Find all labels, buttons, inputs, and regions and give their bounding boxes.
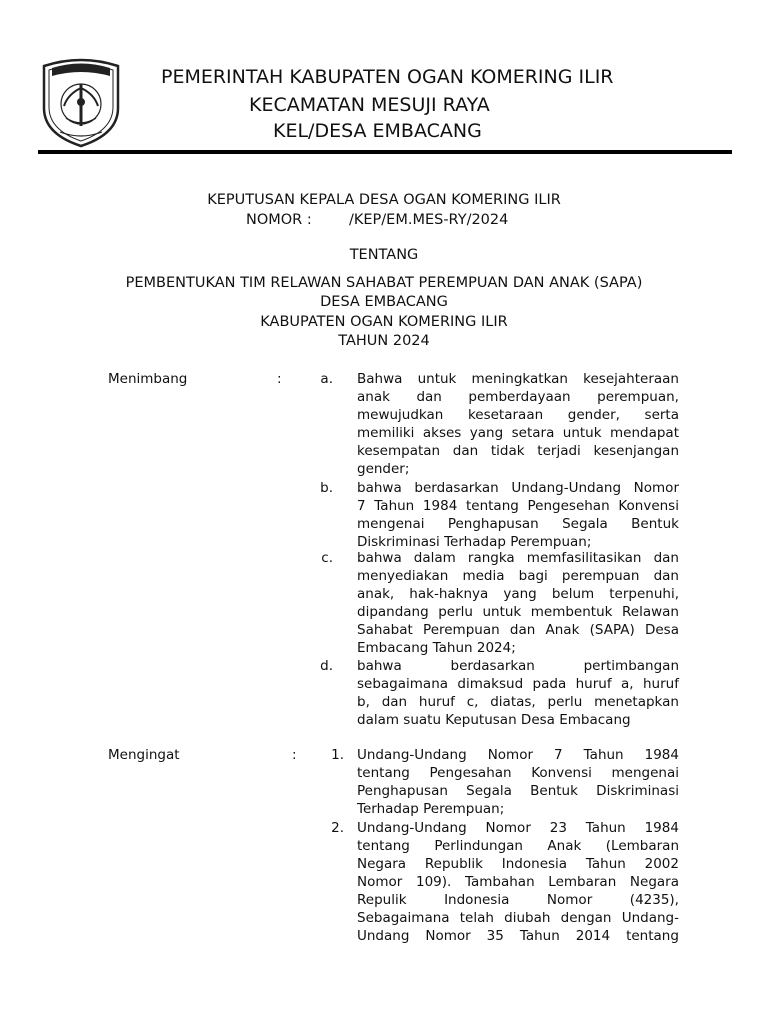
- text-line: bahwa berdasarkan pertimbangan: [357, 658, 679, 674]
- nomor-label: NOMOR :: [246, 212, 312, 228]
- text-line: 7 Tahun 1984 tentang Pengesehan Konvensi: [357, 498, 679, 514]
- text-line: menyediakan media bagi perempuan dan: [357, 568, 679, 584]
- mengingat-colon: :: [292, 747, 297, 763]
- text-line: Sebagaimana telah diubah dengan Undang-: [357, 910, 679, 926]
- text-line: Penghapusan Segala Bentuk Diskriminasi: [357, 783, 679, 799]
- text-line: mengenai Penghapusan Segala Bentuk: [357, 516, 679, 532]
- menimbang-label: Menimbang: [108, 371, 188, 387]
- header-village: KEL/DESA EMBACANG: [273, 120, 482, 142]
- text-line: bahwa berdasarkan Undang-Undang Nomor: [357, 480, 679, 496]
- tentang-heading: TENTANG: [349, 247, 419, 263]
- text-line: Nomor 109). Tambahan Lembaran Negara: [357, 874, 679, 890]
- text-line: anak, hak-haknya yang belum terpenuhi,: [357, 586, 679, 602]
- text-line: mewujudkan kesetaraan gender, serta: [357, 407, 679, 423]
- text-line: Undang-Undang Nomor 23 Tahun 1984: [357, 820, 679, 836]
- subject-line-3: KABUPATEN OGAN KOMERING ILIR: [260, 314, 508, 330]
- text-line: tentang Perlindungan Anak (Lembaran: [357, 838, 679, 854]
- subject-line-4: TAHUN 2024: [338, 333, 430, 349]
- header-government: PEMERINTAH KABUPATEN OGAN KOMERING ILIR: [161, 66, 614, 88]
- subject-line-2: DESA EMBACANG: [320, 294, 448, 310]
- text-line: memiliki akses yang setara untuk mendapat: [357, 425, 679, 441]
- menimbang-item-text: [357, 479, 679, 551]
- subject-line-1: PEMBENTUKAN TIM RELAWAN SAHABAT PEREMPUAN DAN ANAK (SAPA): [125, 275, 643, 291]
- menimbang-item-marker: d.: [320, 658, 333, 674]
- text-line: Undang Nomor 35 Tahun 2014 tentang: [357, 928, 679, 944]
- text-line: dipandang perlu untuk membentuk Relawan: [357, 604, 679, 620]
- text-line: Sahabat Perempuan dan Anak (SAPA) Desa: [357, 622, 679, 638]
- menimbang-item-marker: a.: [320, 371, 333, 387]
- text-line: kesempatan dan tidak terjadi kesenjangan: [357, 443, 679, 459]
- text-line: sebagaimana dimaksud pada huruf a, huruf: [357, 676, 679, 692]
- menimbang-item-marker: c.: [321, 550, 333, 566]
- mengingat-label: Mengingat: [108, 747, 180, 763]
- text-line: gender;: [357, 461, 410, 477]
- text-line: tentang Pengesahan Konvensi mengenai: [357, 765, 679, 781]
- text-line: Terhadap Perempuan;: [357, 801, 505, 817]
- text-line: Repulik Indonesia Nomor (4235),: [357, 892, 679, 908]
- decree-number: [246, 210, 508, 230]
- menimbang-colon: :: [277, 371, 282, 387]
- decree-title: KEPUTUSAN KEPALA DESA OGAN KOMERING ILIR: [207, 192, 561, 208]
- regency-emblem-logo: [40, 56, 122, 148]
- menimbang-item-text: [357, 657, 679, 729]
- text-line: Embacang Tahun 2024;: [357, 640, 516, 656]
- text-line: bahwa dalam rangka memfasilitasikan dan: [357, 550, 679, 566]
- text-line: Bahwa untuk meningkatkan kesejahteraan: [357, 371, 679, 387]
- header-district: KECAMATAN MESUJI RAYA: [249, 94, 490, 116]
- text-line: anak dan pemberdayaan perempuan,: [357, 389, 679, 405]
- menimbang-item-marker: b.: [320, 480, 333, 496]
- text-line: dalam suatu Keputusan Desa Embacang: [357, 712, 631, 728]
- mengingat-item-text: [357, 746, 679, 818]
- text-line: Negara Republik Indonesia Tahun 2002: [357, 856, 679, 872]
- mengingat-item-marker: 1.: [331, 747, 344, 763]
- mengingat-item-text: [357, 819, 679, 945]
- menimbang-item-text: [357, 370, 679, 478]
- text-line: Undang-Undang Nomor 7 Tahun 1984: [357, 747, 679, 763]
- text-line: b, dan huruf c, diatas, perlu menetapkan: [357, 694, 679, 710]
- menimbang-item-text: [357, 549, 679, 657]
- nomor-value: /KEP/EM.MES-RY/2024: [348, 212, 509, 228]
- letterhead-divider: [38, 150, 732, 154]
- text-line: Diskriminasi Terhadap Perempuan;: [357, 534, 592, 550]
- mengingat-item-marker: 2.: [331, 820, 344, 836]
